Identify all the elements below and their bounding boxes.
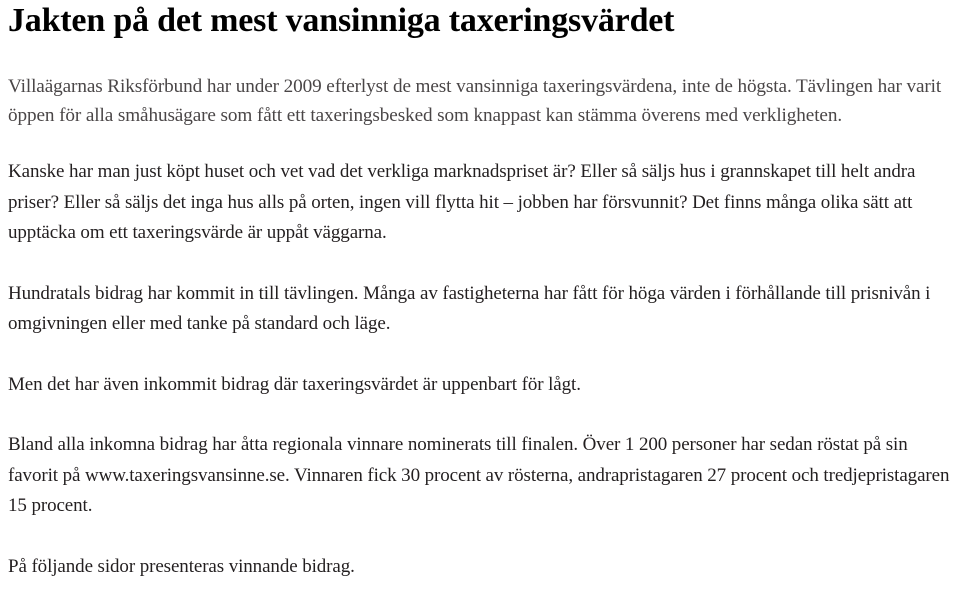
article-paragraph: Bland alla inkomna bidrag har åtta regionala vinnare nominerats till finalen. Över 1 200 personer har sedan röstat på sin favorit på www.taxeringsvansinne.se. Vinnaren fick 30 procent av rösterna, andrapristagaren 27 procent och tredjepristagaren 15 procent. — [8, 434, 950, 516]
article-paragraph: Hundratals bidrag har kommit in till tävlingen. Många av fastigheterna har fått för höga värden i förhållande till prisnivån i omgivningen eller med tanke på standard och läge. — [8, 282, 931, 334]
article — [8, 0, 956, 582]
article-intro: Villaägarnas Riksförbund har under 2009 efterlyst de mest vansinniga taxeringsvärdena, inte de högsta. Tävlingen har varit öppen för alla småhusägare som fått ett taxeringsbesked som knappast kan stämma överens med verkligheten. — [8, 76, 942, 126]
article-paragraph: På följande sidor presenteras vinnande bidrag. — [8, 555, 355, 577]
article-paragraph: Kanske har man just köpt huset och vet vad det verkliga marknadspriset är? Eller så säljs hus i grannskapet till helt andra priser? Eller så säljs det inga hus alls på orten, ingen vill flytta hit – jobben har försvunnit? Det finns många olika sätt att upptäcka om ett taxeringsvärde är uppåt väggarna. — [8, 161, 916, 243]
article-title: Jakten på det mest vansinniga taxeringsvärdet — [8, 2, 675, 39]
article-paragraph: Men det har även inkommit bidrag där taxeringsvärdet är uppenbart för lågt. — [8, 373, 581, 395]
